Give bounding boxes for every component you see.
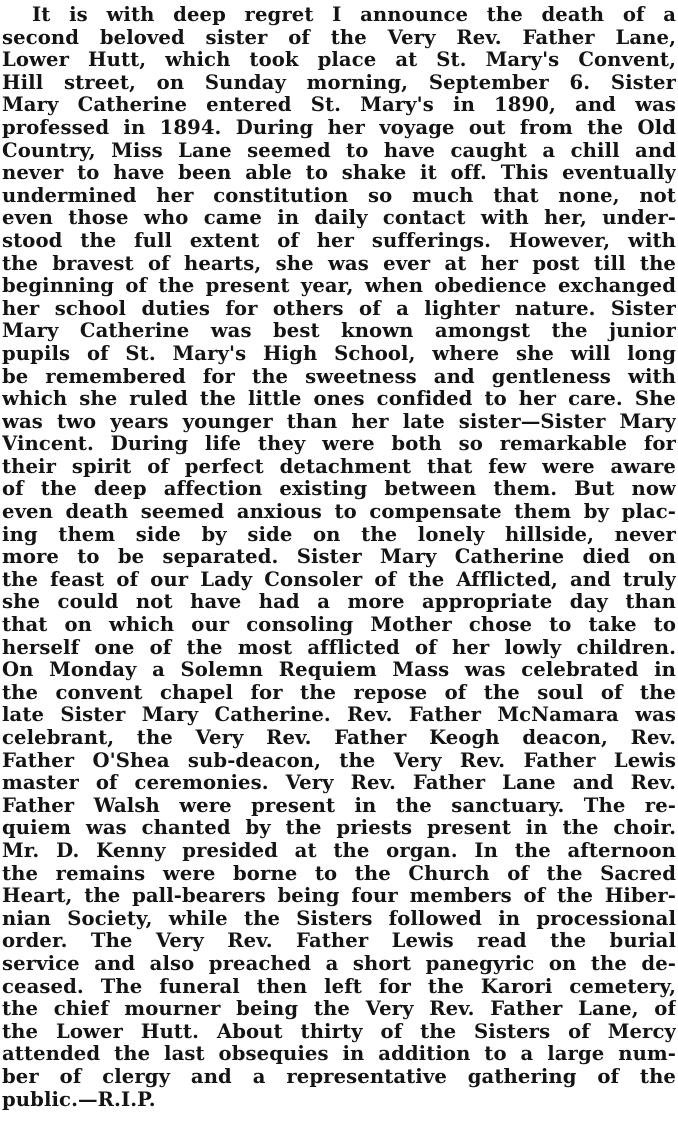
article-line: Heart, the pall-bearers being four members of the Hiber- [2, 885, 676, 908]
article-line: Father Walsh were present in the sanctuary. The re- [2, 794, 676, 817]
article-line: Lower Hutt, which took place at St. Mary's Convent, [2, 49, 676, 72]
article-line: nian Society, while the Sisters followed in processional [2, 907, 676, 930]
article-line: ceased. The funeral then left for the Karori cemetery, [2, 975, 676, 998]
article-line: pupils of St. Mary's High School, where she will long [2, 342, 676, 365]
obituary-article [2, 4, 676, 1111]
article-line: more to be separated. Sister Mary Catherine died on [2, 546, 676, 569]
article-line: even death seemed anxious to compensate them by plac- [2, 501, 676, 524]
article-line: master of ceremonies. Very Rev. Father Lane and Rev. [2, 772, 676, 795]
article-line: herself one of the most afflicted of her lowly children. [2, 636, 676, 659]
article-line: ber of clergy and a representative gathering of the [2, 1065, 676, 1088]
article-line: quiem was chanted by the priests present in the choir. [2, 817, 676, 840]
article-line: service and also preached a short panegyric on the de- [2, 952, 676, 975]
article-line: even those who came in daily contact with her, under- [2, 207, 676, 230]
article-line: stood the full extent of her sufferings. However, with [2, 229, 676, 252]
article-line: which she ruled the little ones confided to her care. She [2, 388, 676, 411]
article-line: order. The Very Rev. Father Lewis read the burial [2, 930, 676, 953]
article-line: ing them side by side on the lonely hillside, never [2, 523, 676, 546]
article-line: Country, Miss Lane seemed to have caught a chill and [2, 139, 676, 162]
article-line: her school duties for others of a lighter nature. Sister [2, 297, 676, 320]
article-line: she could not have had a more appropriate day than [2, 591, 676, 614]
article-line: professed in 1894. During her voyage out from the Old [2, 116, 676, 139]
article-line: late Sister Mary Catherine. Rev. Father McNamara was [2, 704, 676, 727]
article-line: that on which our consoling Mother chose to take to [2, 614, 676, 637]
article-line: beginning of the present year, when obedience exchanged [2, 275, 676, 298]
article-line: attended the last obsequies in addition to a large num- [2, 1043, 676, 1066]
article-line: the remains were borne to the Church of the Sacred [2, 862, 676, 885]
article-line: the Lower Hutt. About thirty of the Sisters of Mercy [2, 1020, 676, 1043]
article-line: undermined her constitution so much that none, not [2, 184, 676, 207]
article-line: the chief mourner being the Very Rev. Father Lane, of [2, 998, 676, 1021]
article-line: On Monday a Solemn Requiem Mass was celebrated in [2, 659, 676, 682]
article-line: the feast of our Lady Consoler of the Afflicted, and truly [2, 568, 676, 591]
article-line: never to have been able to shake it off. This eventually [2, 162, 676, 185]
article-line: was two years younger than her late sister—Sister Mary [2, 410, 676, 433]
article-line: second beloved sister of the Very Rev. Father Lane, [2, 26, 676, 49]
article-line: Mr. D. Kenny presided at the organ. In the afternoon [2, 839, 676, 862]
article-line: their spirit of perfect detachment that few were aware [2, 455, 676, 478]
article-line: of the deep affection existing between them. But now [2, 478, 676, 501]
article-line: the convent chapel for the repose of the soul of the [2, 681, 676, 704]
article-line: Vincent. During life they were both so remarkable for [2, 433, 676, 456]
article-line: the bravest of hearts, she was ever at her post till the [2, 252, 676, 275]
article-line: be remembered for the sweetness and gentleness with [2, 365, 676, 388]
article-line: celebrant, the Very Rev. Father Keogh deacon, Rev. [2, 727, 676, 749]
article-line: Mary Catherine entered St. Mary's in 1890, and was [2, 94, 676, 117]
article-line: Father O'Shea sub-deacon, the Very Rev. Father Lewis [2, 749, 676, 772]
article-line: It is with deep regret I announce the death of a [32, 4, 676, 26]
article-line: Hill street, on Sunday morning, September 6. Sister [2, 71, 676, 94]
article-line: public.—R.I.P. [2, 1088, 156, 1111]
article-line: Mary Catherine was best known amongst the junior [2, 320, 676, 343]
